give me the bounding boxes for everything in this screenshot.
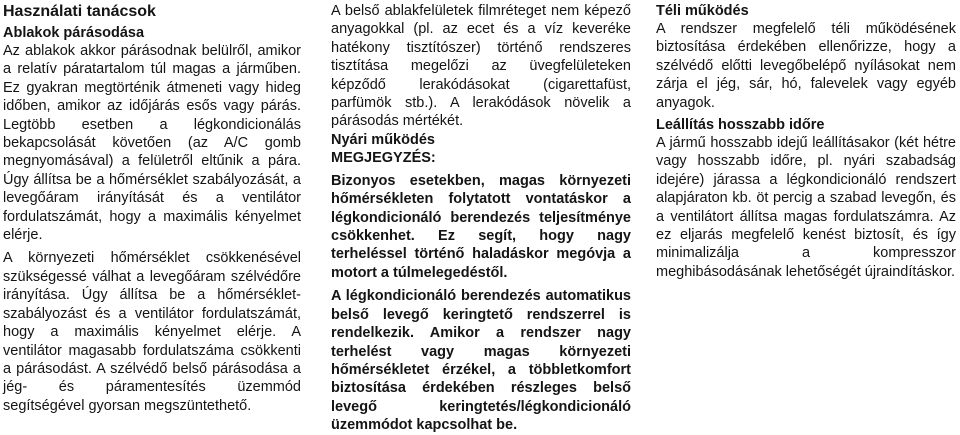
section-heading-window-fogging: Ablakok párásodása [3, 25, 145, 41]
paragraph-fogging-remedy: A környezeti hőmérséklet csökkenésével szükségessé válhat a levegőáram szélvédőre irányítása. Úgy állítsa be a hőmérséklet-szabályozást és a ventilátor fordulatszámát, hogy a maximális kényelmet elérje. A ventilátor magasabb fordulatszáma csökkenti a párásodást. A szélvédő belső párásodása a jég- és páramentesítés üzemmód segítségével gyorsan megszüntethető. [3, 250, 301, 414]
column-left [3, 2, 301, 415]
section-heading-summer-operation: Nyári működés [331, 131, 435, 148]
paragraph-winter-operation: A rendszer megfelelő téli működésének biztosítása érdekében ellenőrizze, hogy a szélvédő előtti levegőbelépő nyílásokat nem zárja el jég, sár, hó, falevelek vagy egyéb anyagok. [656, 21, 956, 111]
paragraph-long-storage: A jármű hosszabb idejű leállításakor (két hétre vagy hosszabb időre, pl. nyári szabadság idejére) járassa a légkondicionáló rendszert alapjáraton kb. öt percig a szabad levegőn, és a ventilátort állítsa magas fordulatszámra. Az ez eljarás megfelelő kenést biztosít, és így minimalizálja a kompresszor meghibásodásának lehetőségét újraindításkor. [656, 135, 956, 280]
column-middle [331, 2, 631, 435]
paragraph-window-cleaning: A belső ablakfelületek filmréteget nem képező anyagokkal (pl. az ecet és a víz keveréke hatékony tisztítószer) történő rendszeres tisztítása megelőzi az üvegfelületeken képződő lerakódásokat (cigarettafüst, parfümök stb.). A lerakódások növelik a párásodás mértékét. [331, 3, 631, 130]
page-title: Használati tanácsok [3, 3, 156, 20]
paragraph-fogging-causes: Az ablakok akkor párásodnak belülről, amikor a relatív páratartalom túl magas a járműben. Ez gyakran megtörténik átmeneti vagy hideg időben, amikor az időjárás esős vagy párás. Legtöbb esetben a légkondicionálás bekapcsolását követően (az A/C gomb megnyomásával) a felületről eltűnik a pára. Úgy állítsa be a hőmérséklet szabályozását, a levegőáram irányítását és a ventilátor fordulatszámát, hogy a maximális kényelmet elérje. [3, 43, 301, 244]
note-paragraph-towing: Bizonyos esetekben, magas környezeti hőmérsékleten folytatott vontatáskor a légkondicionáló berendezés teljesítménye csökkenhet. Ez segít, hogy nagy terheléssel történő haladáskor megóvja a motort a túlmelegedéstől. [331, 172, 631, 281]
column-right [656, 2, 956, 281]
section-heading-winter-operation: Téli működés [656, 3, 749, 19]
note-heading: MEGJEGYZÉS: [331, 149, 436, 166]
note-paragraph-recirculation: A légkondicionáló berendezés automatikus belső levegő keringtető rendszerrel is rendelkezik. Amikor a rendszer nagy terhelést vagy magas környezeti hőmérsékletet érzékel, a többletkomfort biztosítása érdekében részleges belső levegő keringtetés/légkondicionáló üzemmódot kapcsolhat be. [331, 288, 631, 434]
section-heading-long-storage: Leállítás hosszabb időre [656, 117, 825, 134]
